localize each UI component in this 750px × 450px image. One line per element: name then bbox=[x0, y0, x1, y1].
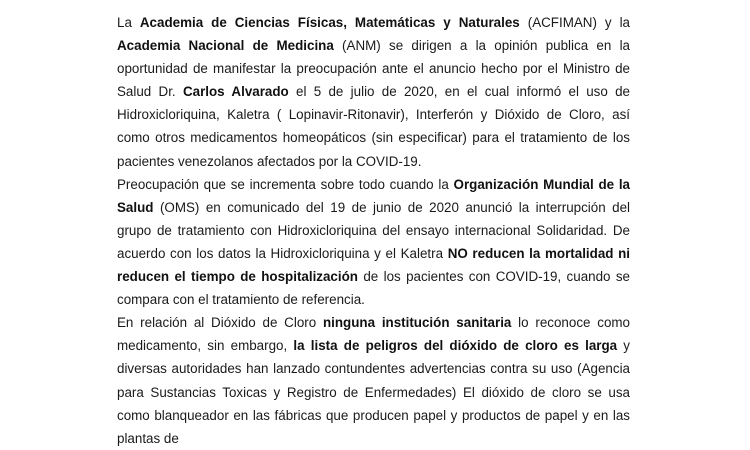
text-segment: (ANM) se dirigen a la opinión publica en la oportunidad de manifestar la preocupación ante el anuncio hecho por el Ministro de Salud Dr. bbox=[117, 38, 630, 100]
paragraph-1 bbox=[117, 11, 630, 173]
document-body bbox=[117, 11, 630, 450]
emphasis-text: ninguna institución sanitaria bbox=[322, 315, 512, 331]
org-name-oms: Organización Mundial de la Salud bbox=[117, 176, 630, 215]
text-segment: Preocupación que se incrementa sobre todo cuando la bbox=[117, 176, 454, 192]
text-segment: de los pacientes con COVID-19, cuando se compara con el tratamiento de referencia. bbox=[117, 269, 630, 308]
text-segment: (OMS) en comunicado del 19 de junio de 2020 anunció la interrupción del grupo de tratamiento con Hidroxicloriquina del ensayo internacional Solidaridad. De acuerdo con los datos la Hidroxicloriquina y el Kaletra bbox=[117, 199, 630, 261]
paragraph-3 bbox=[117, 311, 630, 450]
text-segment: lo reconoce como medicamento, sin embargo, bbox=[117, 315, 631, 354]
person-name: Carlos Alvarado bbox=[182, 84, 289, 100]
text-segment: el 5 de julio de 2020, en el cual informó el uso de Hidroxicloriquina, Kaletra ( Lopinavir-Ritonavir), Interferón y Dióxido de Cloro, así como otros medicamentos homeopáticos (sin especificar) para el tratamiento de los pacientes venezolanos afectados por la COVID-19. bbox=[117, 84, 630, 169]
text-segment: y diversas autoridades han lanzado contundentes advertencias contra su uso (Agencia para Sustancias Toxicas y Registro de Enfermedades) El dióxido de cloro se usa como blanqueador en las fábricas que producen papel y productos de papel y en las plantas de bbox=[117, 338, 631, 446]
paragraph-2 bbox=[117, 173, 630, 312]
text-segment: En relación al Dióxido de Cloro bbox=[117, 315, 323, 331]
org-name-acfiman: Academia de Ciencias Físicas, Matemáticas y Naturales bbox=[139, 15, 520, 30]
emphasis-text: la lista de peligros del dióxido de cloro es larga bbox=[293, 338, 618, 354]
org-name-anm: Academia Nacional de Medicina bbox=[117, 38, 334, 54]
emphasis-text: NO reducen la mortalidad ni reducen el tiempo de hospitalización bbox=[117, 245, 630, 285]
text-segment: La bbox=[117, 15, 140, 30]
text-segment: (ACFIMAN) y la bbox=[519, 15, 630, 30]
